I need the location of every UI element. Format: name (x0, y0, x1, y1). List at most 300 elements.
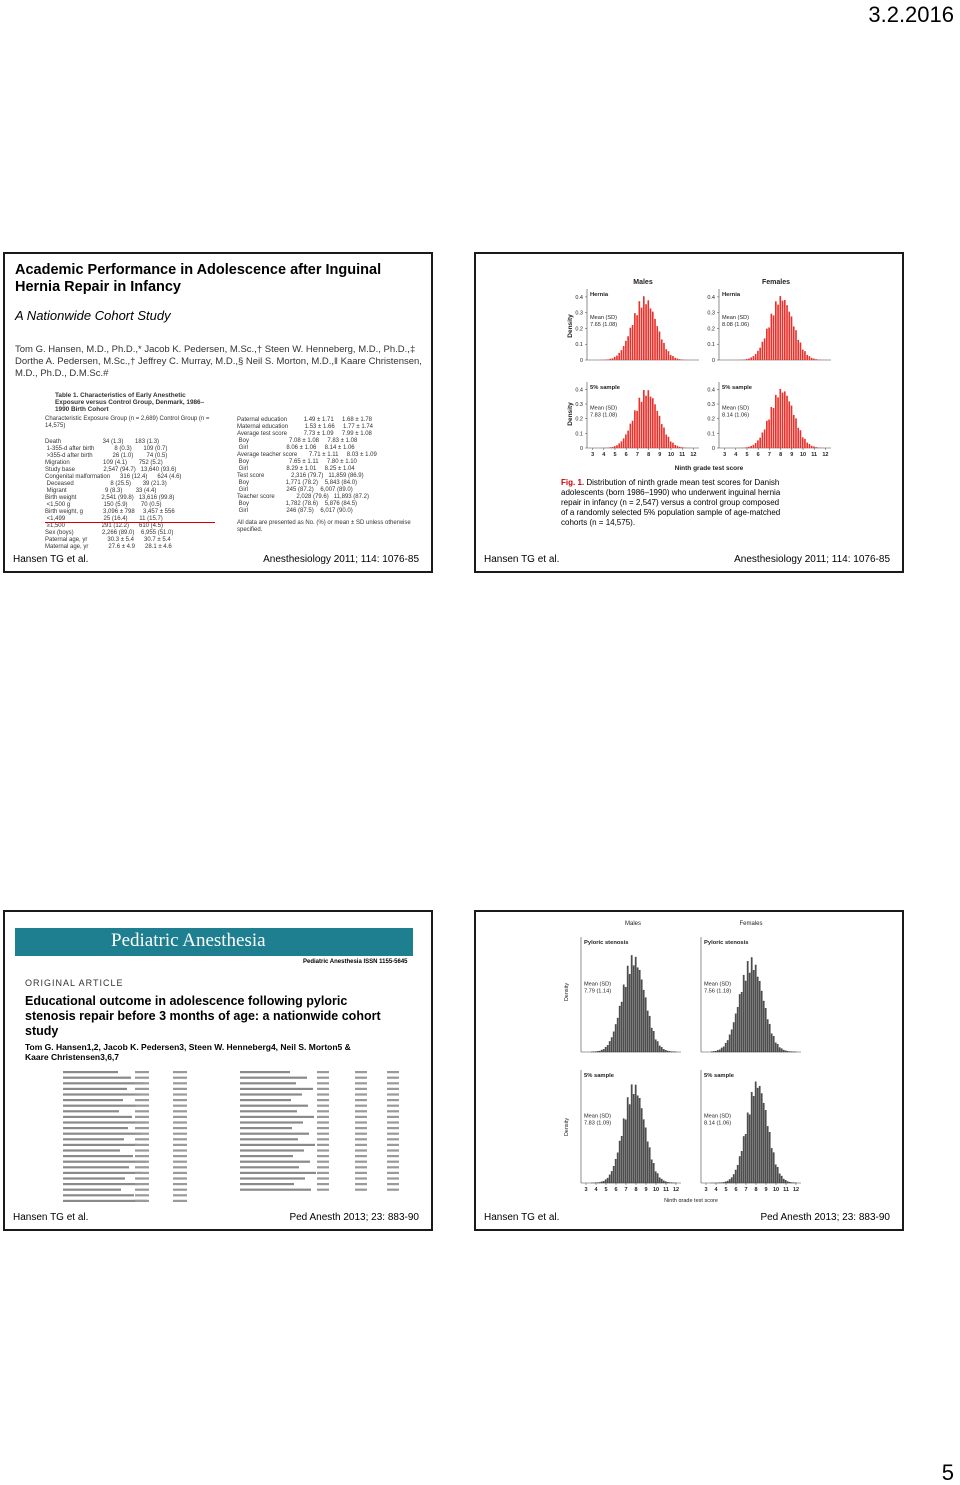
histogram-bar (618, 353, 620, 360)
histogram-bar (800, 430, 802, 448)
mean-sd-label: Mean (SD) (722, 314, 750, 321)
scan-line (317, 1138, 329, 1140)
histogram-bar (665, 349, 667, 360)
scan-line (135, 1183, 149, 1185)
histogram-bar (773, 408, 775, 448)
x-tick-label: 6 (624, 452, 628, 458)
histogram-bar (621, 350, 623, 360)
scan-line (173, 1172, 187, 1174)
scan-line (317, 1116, 329, 1118)
histogram-bar (737, 1007, 738, 1052)
histogram-bar (599, 1182, 600, 1183)
scan-line (387, 1121, 399, 1123)
x-tick-label: 9 (644, 1187, 648, 1193)
panel-label: 5% sample (590, 385, 620, 391)
paper-subtitle: A Nationwide Cohort Study (15, 308, 171, 323)
histogram-bar (637, 968, 638, 1052)
histogram-bar (663, 343, 665, 360)
histogram-bar (650, 397, 652, 448)
histogram-grid-red (476, 254, 904, 484)
histogram-bar (641, 980, 642, 1052)
histogram-bar (743, 975, 744, 1052)
histogram-bar (771, 1034, 772, 1052)
scan-line (63, 1189, 121, 1191)
scan-line (317, 1110, 329, 1112)
x-axis-label: Ninth grade test score (664, 1198, 718, 1202)
scan-line (317, 1172, 329, 1174)
scan-line (135, 1071, 149, 1073)
histogram-bar (627, 336, 629, 360)
histogram-bar (613, 1032, 614, 1052)
table-caption: Table 1. Characteristics of Early Anesthetic Exposure versus Control Group, Denmark, 1986–1990 Birth Cohort (55, 392, 205, 413)
scan-line (317, 1177, 329, 1179)
histogram-bar (630, 424, 632, 448)
histogram-bar (727, 1181, 728, 1183)
scan-line (173, 1127, 187, 1129)
x-tick-label: 3 (723, 452, 727, 458)
x-tick-label: 8 (779, 452, 783, 458)
histogram-bar (661, 424, 663, 448)
scan-line (63, 1144, 137, 1146)
mean-sd-label: Mean (SD) (584, 1113, 612, 1120)
section-label: ORIGINAL ARTICLE (25, 978, 124, 988)
y-axis-label: Density (567, 402, 574, 426)
scan-line (355, 1071, 367, 1073)
histogram-bar (679, 359, 681, 360)
scan-line (173, 1121, 187, 1123)
histogram-bar (781, 1176, 782, 1183)
histogram-bar (767, 1019, 768, 1052)
scan-line (355, 1177, 367, 1179)
scan-line (240, 1144, 315, 1146)
scan-line (63, 1093, 140, 1095)
histogram-bar (641, 402, 643, 448)
scan-line (135, 1121, 149, 1123)
histogram-bar (785, 1180, 786, 1183)
scan-line (173, 1099, 187, 1101)
histogram-bar (753, 970, 754, 1052)
scan-line (387, 1133, 399, 1135)
scan-line (63, 1194, 134, 1196)
histogram-bar (747, 961, 748, 1052)
x-tick-label: 12 (792, 1187, 800, 1193)
x-tick-label: 3 (704, 1187, 708, 1193)
scan-line (355, 1166, 367, 1168)
scan-line (317, 1082, 329, 1084)
histogram-bar (715, 1051, 716, 1052)
histogram-bar (603, 1049, 604, 1052)
mean-sd-value: 7.83 (1.09) (584, 1120, 612, 1127)
scan-line (317, 1133, 329, 1135)
histogram-bar (762, 342, 764, 360)
histogram-bar (809, 444, 811, 448)
histogram-bar (614, 446, 616, 448)
scan-line (63, 1172, 142, 1174)
scan-line (387, 1138, 399, 1140)
scan-line (317, 1099, 329, 1101)
scan-line (173, 1183, 187, 1185)
x-tick-label: 12 (690, 452, 697, 458)
histogram-bar (729, 1179, 730, 1183)
histogram-bar (769, 1132, 770, 1183)
histogram-bar (795, 418, 797, 448)
scan-line (173, 1088, 187, 1090)
histogram-bar (632, 325, 634, 360)
histogram-bar (782, 393, 784, 448)
histogram-bar (795, 330, 797, 360)
scan-line (387, 1172, 399, 1174)
histogram-bar (719, 1050, 720, 1052)
scan-line (63, 1088, 127, 1090)
scan-line (240, 1099, 291, 1101)
scan-line (387, 1093, 399, 1095)
y-axis-label: Density (564, 982, 570, 1002)
scan-line (387, 1071, 399, 1073)
x-tick-label: 10 (652, 1187, 660, 1193)
histogram-bar (627, 431, 629, 448)
histogram-bar (665, 1182, 666, 1183)
histogram-bar (652, 398, 654, 448)
histogram-bar (775, 301, 777, 360)
scan-line (63, 1183, 138, 1185)
footer-citation-journal: Ped Anesth 2013; 23: 883-90 (760, 1212, 890, 1223)
scan-line (135, 1116, 149, 1118)
page-number: 5 (941, 1460, 954, 1485)
histogram-bar (759, 981, 760, 1052)
histogram-bar (771, 407, 773, 448)
x-tick-label: 4 (594, 1187, 598, 1193)
y-tick-label: 0 (579, 358, 583, 364)
scan-line (387, 1189, 399, 1191)
x-axis-label: Ninth grade test score (674, 465, 744, 472)
histogram-bar (663, 428, 665, 448)
scan-line (355, 1183, 367, 1185)
journal-name: Pediatric Anesthesia (111, 930, 266, 951)
scan-line (63, 1155, 133, 1157)
histogram-bar (665, 435, 667, 448)
histogram-bar (786, 305, 788, 360)
y-tick-label: 0.4 (575, 294, 583, 301)
histogram-bar (645, 304, 647, 360)
x-tick-label: 8 (754, 1187, 758, 1193)
histogram-bar (621, 1136, 622, 1183)
histogram-bar (634, 410, 636, 448)
histogram-bar (661, 1179, 662, 1183)
scan-line (63, 1127, 128, 1129)
histogram-bar (818, 447, 820, 448)
panel-label: 5% sample (722, 385, 752, 391)
x-tick-label: 7 (744, 1187, 748, 1193)
histogram-bar (725, 1182, 726, 1183)
panel-label: Hernia (722, 292, 741, 298)
histogram-bar (621, 441, 623, 448)
histogram-bar (668, 437, 670, 448)
scan-line (135, 1133, 149, 1135)
histogram-bar (639, 301, 641, 360)
scan-line (387, 1155, 399, 1157)
histogram-bar (755, 1082, 756, 1183)
scan-line (387, 1116, 399, 1118)
slide-1 (3, 252, 433, 573)
histogram-bar (815, 447, 817, 448)
scan-line (355, 1099, 367, 1101)
y-tick-label: 0 (711, 358, 715, 364)
histogram-bar (771, 1148, 772, 1183)
histogram-bar (748, 447, 750, 448)
histogram-bar (617, 1153, 618, 1183)
histogram-bar (786, 396, 788, 448)
scan-line (355, 1077, 367, 1079)
histogram-bar (787, 1051, 788, 1052)
histogram-bar (656, 411, 658, 448)
histogram-bar (619, 1141, 620, 1183)
mean-sd-value: 7.83 (1.08) (590, 412, 618, 419)
histogram-bar (613, 1166, 614, 1183)
histogram-bar (625, 434, 627, 448)
scan-line (317, 1088, 329, 1090)
scan-line (317, 1189, 329, 1191)
histogram-bar (625, 1120, 626, 1183)
scan-line (240, 1138, 298, 1140)
scan-line (317, 1155, 329, 1157)
scan-line (240, 1127, 292, 1129)
histogram-bar (784, 391, 786, 448)
x-tick-label: 7 (767, 452, 771, 458)
scan-line (317, 1166, 329, 1168)
x-tick-label: 9 (658, 452, 662, 458)
x-tick-label: 10 (799, 452, 807, 458)
scan-line (355, 1105, 367, 1107)
histogram-bar (766, 421, 768, 448)
slide-2 (474, 252, 904, 573)
histogram-bar (764, 338, 766, 360)
scan-line (135, 1093, 149, 1095)
histogram-bar (623, 438, 625, 448)
histogram-bar (804, 351, 806, 360)
histogram-bar (623, 346, 625, 360)
scan-line (173, 1071, 187, 1073)
scan-line (387, 1110, 399, 1112)
histogram-bar (765, 1110, 766, 1183)
scan-line (135, 1149, 149, 1151)
histogram-bar (639, 398, 641, 448)
histogram-bar (755, 443, 757, 448)
y-tick-label: 0.1 (707, 431, 715, 438)
scan-line (240, 1155, 293, 1157)
scan-line (355, 1110, 367, 1112)
scan-line (387, 1177, 399, 1179)
histogram-bar (753, 356, 755, 360)
histogram-bar (759, 1086, 760, 1183)
x-tick-label: 4 (734, 452, 738, 458)
histogram-bar (809, 356, 811, 360)
scan-line (173, 1200, 187, 1202)
histogram-bar (655, 1040, 656, 1052)
histogram-bar (741, 992, 742, 1052)
y-tick-label: 0 (579, 446, 583, 452)
scan-line (317, 1144, 329, 1146)
histogram-bar (612, 358, 614, 360)
scan-line (240, 1161, 310, 1163)
histogram-bar (782, 301, 784, 360)
histogram-bar (797, 428, 799, 448)
scan-line (387, 1144, 399, 1146)
histogram-bar (651, 1028, 652, 1052)
histogram-bar (656, 326, 658, 360)
scan-line (317, 1183, 329, 1185)
mean-sd-value: 7.79 (1.14) (584, 988, 612, 995)
histogram-bar (779, 1174, 780, 1183)
scan-line (135, 1144, 149, 1146)
histogram-bar (601, 1050, 602, 1052)
histogram-bar (802, 437, 804, 448)
histogram-bar (677, 446, 679, 448)
scan-line (387, 1088, 399, 1090)
histogram-bar (668, 351, 670, 360)
scan-line (355, 1155, 367, 1157)
histogram-bar (649, 1016, 650, 1052)
scan-line (355, 1138, 367, 1140)
y-tick-label: 0.4 (575, 387, 583, 394)
histogram-bar (749, 1115, 750, 1183)
histogram-bar (633, 1094, 634, 1183)
histogram-bar (607, 359, 609, 360)
mean-sd-value: 7.65 (1.08) (590, 321, 618, 328)
scan-line (173, 1093, 187, 1095)
scan-line (63, 1161, 146, 1163)
histogram-bar (723, 1047, 724, 1052)
histogram-bar (791, 406, 793, 448)
histogram-bar (650, 308, 652, 360)
chart-title-females: Females (739, 921, 763, 927)
histogram-bar (775, 1043, 776, 1052)
y-tick-label: 0.2 (707, 416, 715, 423)
histogram-bar (659, 416, 661, 448)
x-tick-label: 11 (663, 1187, 669, 1193)
panel-label: 5% sample (704, 1073, 734, 1079)
histogram-bar (667, 1182, 668, 1183)
histogram-bar (746, 359, 748, 360)
histogram-bar (616, 445, 618, 448)
scan-line (240, 1177, 305, 1179)
histogram-bar (645, 396, 647, 448)
histogram-bar (681, 447, 683, 448)
y-tick-label: 0.1 (575, 431, 583, 438)
x-tick-label: 6 (756, 452, 760, 458)
histogram-bar (784, 300, 786, 360)
histogram-bar (654, 404, 656, 448)
histogram-bar (775, 1165, 776, 1183)
histogram-bar (759, 438, 761, 448)
scan-line (240, 1110, 297, 1112)
scan-line (387, 1166, 399, 1168)
histogram-bar (636, 411, 638, 448)
histogram-bar (729, 1035, 730, 1052)
histogram-bar (788, 312, 790, 360)
scan-line (63, 1121, 145, 1123)
histogram-bar (632, 421, 634, 448)
histogram-bar (615, 1024, 616, 1052)
chart-title-females: Females (761, 279, 791, 286)
histogram-bar (750, 446, 752, 448)
figure-caption-label: Fig. 1. (561, 478, 585, 487)
histogram-bar (674, 445, 676, 448)
x-tick-label: 5 (724, 1187, 728, 1193)
scan-line (63, 1166, 129, 1168)
scan-line (63, 1110, 119, 1112)
histogram-bar (779, 1048, 780, 1052)
scan-line (173, 1161, 187, 1163)
histogram-bar (611, 1171, 612, 1183)
x-tick-label: 9 (764, 1187, 768, 1193)
histogram-bar (802, 350, 804, 360)
mean-sd-value: 8.14 (1.06) (704, 1120, 732, 1127)
panel-label: Pyloric stenosis (704, 940, 749, 946)
histogram-bar (757, 977, 758, 1052)
histogram-bar (811, 358, 813, 360)
scan-line (355, 1144, 367, 1146)
y-tick-label: 0.2 (575, 416, 583, 423)
histogram-bar (665, 1050, 666, 1052)
histogram-bar (813, 446, 815, 448)
histogram-bar (757, 1088, 758, 1183)
y-tick-label: 0.2 (575, 326, 583, 333)
scan-line (63, 1177, 125, 1179)
histogram-bar (753, 1096, 754, 1183)
histogram-bar (659, 1178, 660, 1183)
figure-caption-text: Distribution of ninth grade mean test scores for Danish adolescents (born 1986–1990) who underwent inguinal hernia repair in infancy (n = 2,547) versus a control group composed of a randomly selected 5% population sample of age-matched cohorts (n = 14,575). (561, 478, 781, 527)
histogram-bar (733, 1022, 734, 1052)
scan-line (240, 1071, 290, 1073)
x-tick-label: 8 (647, 452, 651, 458)
y-tick-label: 0.3 (575, 402, 583, 408)
histogram-bar (599, 1051, 600, 1052)
histogram-bar (745, 981, 746, 1052)
histogram-bar (793, 415, 795, 448)
histogram-bar (797, 340, 799, 360)
x-tick-label: 4 (714, 1187, 718, 1193)
histogram-bar (649, 1148, 650, 1183)
scan-line (173, 1082, 187, 1084)
histogram-bar (625, 987, 626, 1052)
histogram-bar (773, 315, 775, 360)
histogram-bar (627, 966, 628, 1052)
footer-citation-author: Hansen TG et al. (13, 1212, 89, 1223)
histogram-bar (623, 985, 624, 1052)
scan-line (173, 1138, 187, 1140)
scan-line (63, 1138, 124, 1140)
scan-line (240, 1116, 314, 1118)
histogram-bar (643, 990, 644, 1052)
mean-sd-value: 7.56 (1.18) (704, 988, 732, 995)
histogram-bar (741, 1151, 742, 1183)
histogram-bar (661, 339, 663, 360)
histogram-bar (769, 1024, 770, 1052)
x-tick-label: 8 (634, 1187, 638, 1193)
scan-line (355, 1189, 367, 1191)
scan-line (63, 1133, 141, 1135)
scan-line (135, 1099, 149, 1101)
scan-line (317, 1121, 329, 1123)
y-tick-label: 0.3 (575, 310, 583, 317)
histogram-bar (731, 1177, 732, 1183)
mean-sd-label: Mean (SD) (584, 981, 612, 988)
histogram-bar (669, 1051, 670, 1052)
histogram-bar (755, 354, 757, 360)
histogram-bar (679, 447, 681, 448)
scan-line (355, 1121, 367, 1123)
y-tick-label: 0.1 (575, 342, 583, 349)
